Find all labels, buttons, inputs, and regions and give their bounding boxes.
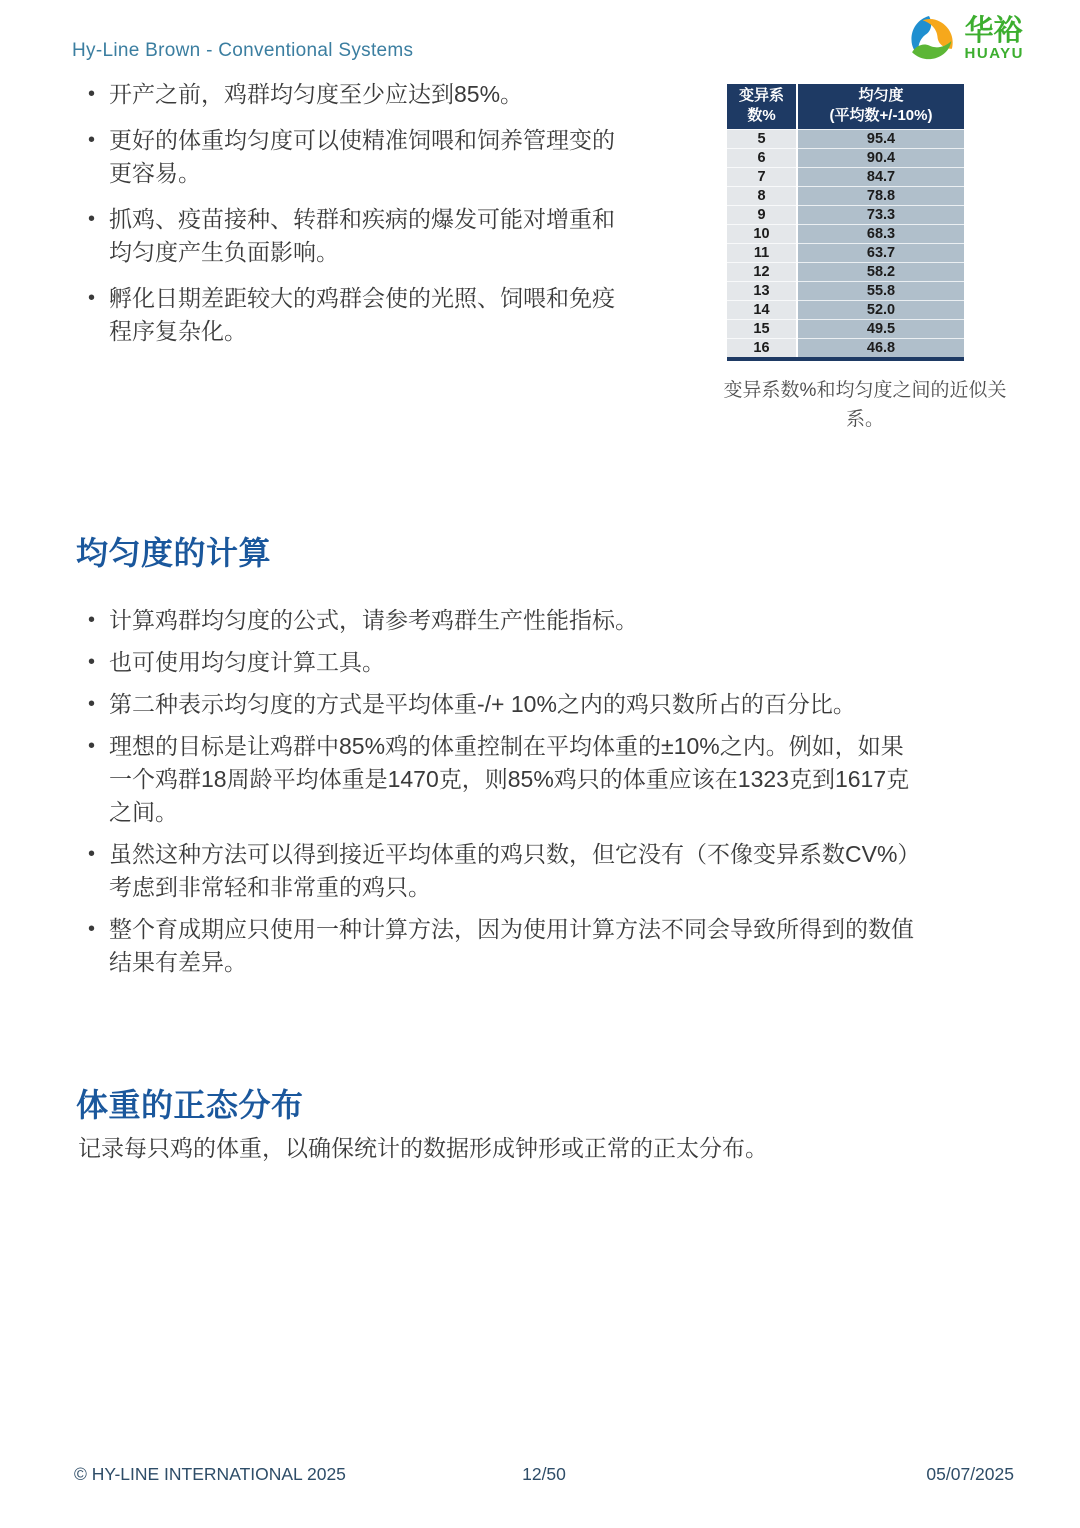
uniformity-value: 46.8: [797, 338, 964, 359]
cv-uniformity-figure: [723, 84, 1007, 434]
list-item: • 理想的目标是让鸡群中85%鸡的体重控制在平均体重的±10%之内。例如，如果一个鸡群18周龄平均体重是1470克，则85%鸡只的体重应该在1323克到1617克之间。: [84, 730, 919, 829]
footer-date: 05/07/2025: [926, 1464, 1014, 1484]
uniformity-value: 95.4: [797, 129, 964, 148]
list-item: • 抓鸡、疫苗接种、转群和疾病的爆发可能对增重和均匀度产生负面影响。: [84, 203, 624, 269]
cv-value: 5: [727, 129, 797, 148]
table-row: [727, 281, 964, 300]
uniformity-value: 55.8: [797, 281, 964, 300]
uniformity-value: 52.0: [797, 300, 964, 319]
cv-column-header: 变异系 数%: [727, 84, 797, 129]
calculation-notes-list: [84, 604, 919, 988]
list-item: • 第二种表示均匀度的方式是平均体重-/+ 10%之内的鸡只数所占的百分比。: [84, 688, 919, 721]
huayu-logo: [906, 12, 1024, 66]
list-item: • 虽然这种方法可以得到接近平均体重的鸡只数，但它没有（不像变异系数CV%）考虑到非常轻和非常重的鸡只。: [84, 838, 919, 904]
table-row: [727, 319, 964, 338]
table-row: [727, 224, 964, 243]
table-row: [727, 300, 964, 319]
document-title: Hy-Line Brown - Conventional Systems: [72, 40, 414, 61]
cv-value: 15: [727, 319, 797, 338]
table-row: [727, 148, 964, 167]
table-row: [727, 167, 964, 186]
cv-value: 8: [727, 186, 797, 205]
table-row: [727, 186, 964, 205]
table-row: [727, 338, 964, 359]
cv-value: 12: [727, 262, 797, 281]
table-row: [727, 129, 964, 148]
section-heading-weight-distribution: 体重的正态分布: [76, 1087, 304, 1123]
cv-value: 14: [727, 300, 797, 319]
list-item: • 也可使用均匀度计算工具。: [84, 646, 919, 679]
list-item: • 孵化日期差距较大的鸡群会使的光照、饲喂和免疫程序复杂化。: [84, 282, 624, 348]
huayu-logo-text: [965, 16, 1024, 63]
uniformity-notes-list: [84, 78, 624, 361]
uniformity-value: 78.8: [797, 186, 964, 205]
page-number: 12/50: [522, 1464, 566, 1484]
uniformity-value: 73.3: [797, 205, 964, 224]
logo-name-english: HUAYU: [964, 44, 1024, 62]
list-item: • 更好的体重均匀度可以使精准饲喂和饲养管理变的更容易。: [84, 124, 624, 190]
cv-value: 7: [727, 167, 797, 186]
copyright-text: © HY-LINE INTERNATIONAL 2025: [74, 1464, 346, 1484]
cv-uniformity-table: [727, 84, 964, 361]
list-item: • 开产之前，鸡群均匀度至少应达到85%。: [84, 78, 624, 111]
uniformity-column-header: 均匀度 (平均数+/-10%): [797, 84, 964, 129]
cv-value: 9: [727, 205, 797, 224]
uniformity-value: 49.5: [797, 319, 964, 338]
table-header-row: [727, 84, 964, 129]
distribution-paragraph: 记录每只鸡的体重，以确保统计的数据形成钟形或正常的正太分布。: [78, 1135, 768, 1161]
uniformity-value: 63.7: [797, 243, 964, 262]
table-row: [727, 205, 964, 224]
page-footer: [74, 1464, 1014, 1488]
list-item: • 整个育成期应只使用一种计算方法，因为使用计算方法不同会导致所得到的数值结果有差异。: [84, 913, 919, 979]
list-item: • 计算鸡群均匀度的公式，请参考鸡群生产性能指标。: [84, 604, 919, 637]
uniformity-value: 58.2: [797, 262, 964, 281]
cv-value: 10: [727, 224, 797, 243]
cv-value: 6: [727, 148, 797, 167]
section-heading-uniformity-calculation: 均匀度的计算: [76, 535, 272, 571]
uniformity-value: 68.3: [797, 224, 964, 243]
logo-name-chinese: 华裕: [964, 14, 1023, 47]
cv-value: 16: [727, 338, 797, 359]
uniformity-value: 90.4: [797, 148, 964, 167]
figure-caption: 变异系数%和均匀度之间的近似关系。: [723, 379, 1007, 430]
uniformity-value: 84.7: [797, 167, 964, 186]
cv-value: 11: [727, 243, 797, 262]
table-row: [727, 243, 964, 262]
table-row: [727, 262, 964, 281]
cv-value: 13: [727, 281, 797, 300]
huayu-logo-icon: [906, 12, 956, 66]
